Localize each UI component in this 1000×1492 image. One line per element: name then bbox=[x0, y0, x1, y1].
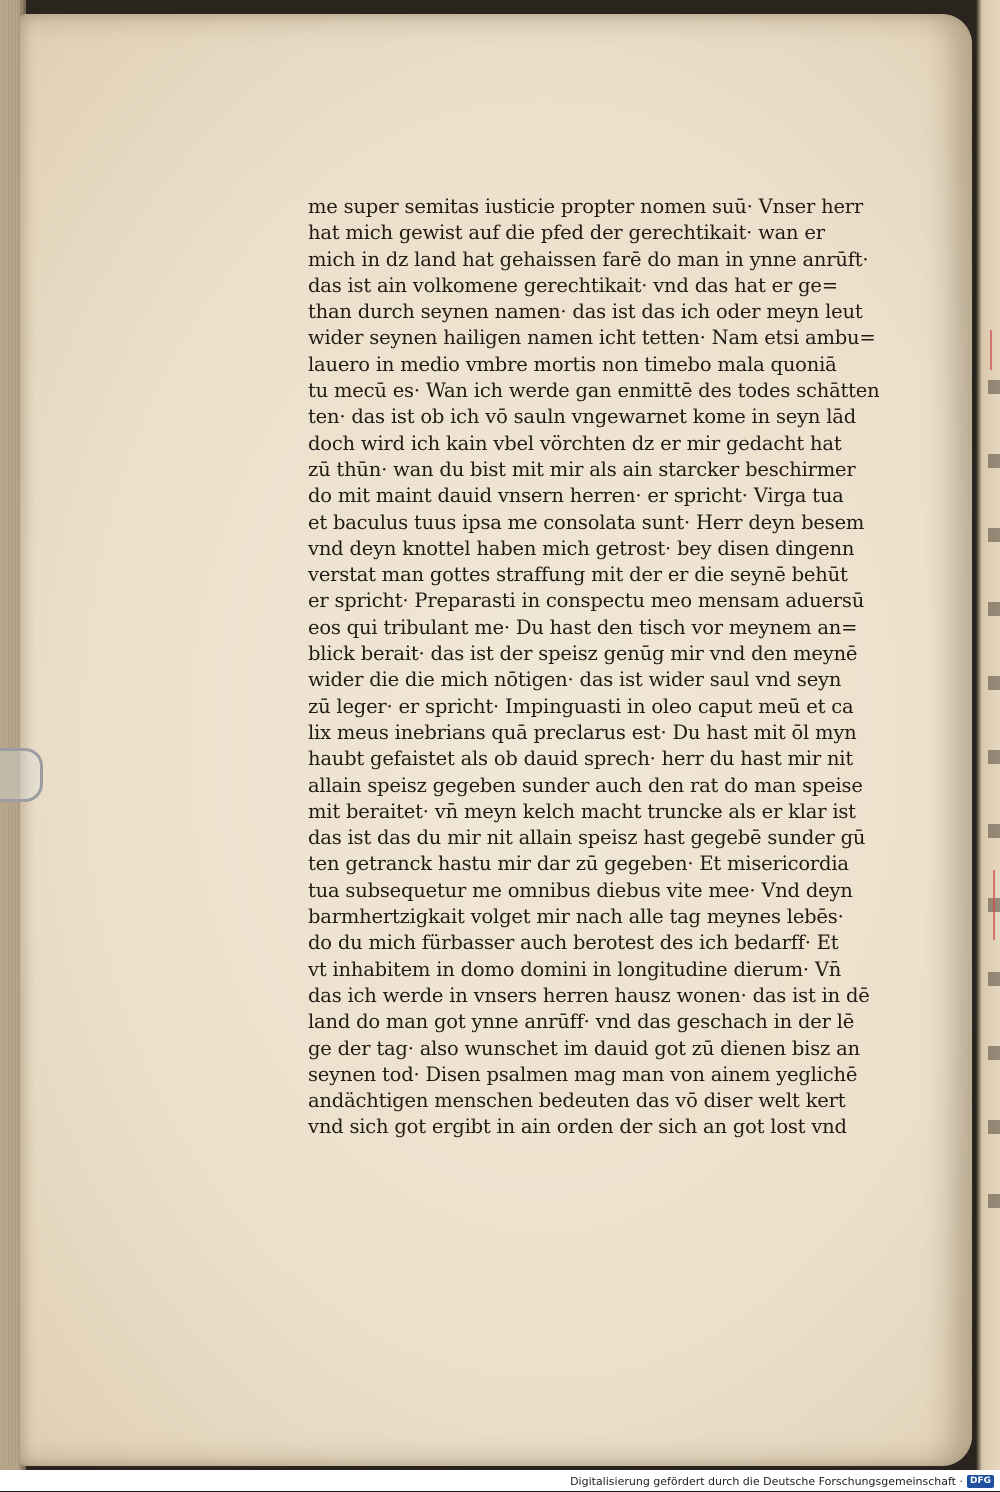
text-line: das ist das du mir nit allain speisz hast gegebē sunder gū bbox=[308, 826, 866, 850]
text-line: das ich werde in vnsers herren hausz wonen· das ist in dē bbox=[308, 983, 870, 1007]
dfg-logo-icon: DFG bbox=[967, 1475, 994, 1488]
text-line: do du mich fürbasser auch berotest des ich bedarff· Et bbox=[308, 931, 839, 955]
text-line: doch wird ich kain vbel vörchten dz er mir gedacht hat bbox=[308, 431, 842, 455]
text-line: vt inhabitem in domo domini in longitudine dierum· Vn̄ bbox=[308, 957, 842, 981]
text-line: andächtigen menschen bedeuten das vō diser welt kert bbox=[308, 1089, 846, 1113]
text-line: zū thūn· wan du bist mit mir als ain starcker beschirmer bbox=[308, 457, 856, 481]
text-line: lauero in medio vmbre mortis non timebo mala quoniā bbox=[308, 352, 837, 376]
text-line: blick berait· das ist der speisz genūg mir vnd den meynē bbox=[308, 642, 858, 666]
text-line: mich in dz land hat gehaissen farē do man in ynne anrūft· bbox=[308, 247, 869, 271]
text-line: et baculus tuus ipsa me consolata sunt· Herr deyn besem bbox=[308, 510, 865, 534]
footer-bar bbox=[0, 1470, 1000, 1491]
text-line: ten getranck hastu mir dar zū gegeben· Et misericordia bbox=[308, 852, 849, 876]
text-line: mit beraitet· vn̄ meyn kelch macht truncke als er klar ist bbox=[308, 799, 856, 823]
text-line: do mit maint dauid vnsern herren· er spricht· Virga tua bbox=[308, 484, 844, 508]
text-line: me super semitas iusticie propter nomen suū· Vnser herr bbox=[308, 195, 864, 218]
text-line: seynen tod· Disen psalmen mag man von ainem yeglichē bbox=[308, 1062, 858, 1086]
book-page bbox=[20, 14, 972, 1466]
text-line: das ist ain volkomene gerechtikait· vnd das hat er ge= bbox=[308, 273, 838, 297]
text-line: tu mecū es· Wan ich werde gan enmittē des todes schātten bbox=[308, 379, 880, 403]
text-line: zū leger· er spricht· Impinguasti in oleo caput meū et ca bbox=[308, 694, 854, 718]
text-line: lix meus inebrians quā preclarus est· Du hast mit ōl myn bbox=[308, 720, 857, 744]
text-line: haubt gefaistet als ob dauid sprech· herr du hast mir nit bbox=[308, 747, 853, 771]
text-line: allain speisz gegeben sunder auch den rat do man speise bbox=[308, 773, 863, 797]
facing-page-text-fragments bbox=[988, 320, 1000, 1220]
text-line: vnd sich got ergibt in ain orden der sich an got lost vnd bbox=[308, 1115, 847, 1139]
red-ink-mark bbox=[993, 870, 995, 940]
printed-text-block bbox=[308, 194, 938, 1141]
text-line: hat mich gewist auf die pfed der gerechtikait· wan er bbox=[308, 221, 825, 245]
red-ink-mark bbox=[990, 330, 992, 370]
text-line: wider die die mich nōtigen· das ist wider saul vnd seyn bbox=[308, 668, 842, 692]
text-line: ten· das ist ob ich vō sauln vngewarnet kome in seyn lād bbox=[308, 405, 857, 429]
text-line: barmhertzigkait volget mir nach alle tag meynes lebēs· bbox=[308, 905, 844, 929]
text-line: wider seynen hailigen namen icht tetten· Nam etsi ambu= bbox=[308, 326, 876, 350]
text-line: tua subsequetur me omnibus diebus vite mee· Vnd deyn bbox=[308, 878, 853, 902]
text-line: land do man got ynne anrūff· vnd das geschach in der lē bbox=[308, 1010, 855, 1034]
funding-notice: Digitalisierung gefördert durch die Deutsche Forschungsgemeinschaft · bbox=[570, 1474, 963, 1488]
text-line: eos qui tribulant me· Du hast den tisch vor meynem an= bbox=[308, 615, 858, 639]
text-line: er spricht· Preparasti in conspectu meo mensam aduersū bbox=[308, 589, 865, 613]
text-line: vnd deyn knottel haben mich getrost· bey disen dingenn bbox=[308, 536, 855, 560]
text-line: than durch seynen namen· das ist das ich oder meyn leut bbox=[308, 300, 863, 324]
paper-clip bbox=[0, 748, 43, 802]
text-line: verstat man gottes straffung mit der er die seynē behūt bbox=[308, 563, 848, 587]
text-line: ge der tag· also wunschet im dauid got zū dienen bisz an bbox=[308, 1036, 860, 1060]
